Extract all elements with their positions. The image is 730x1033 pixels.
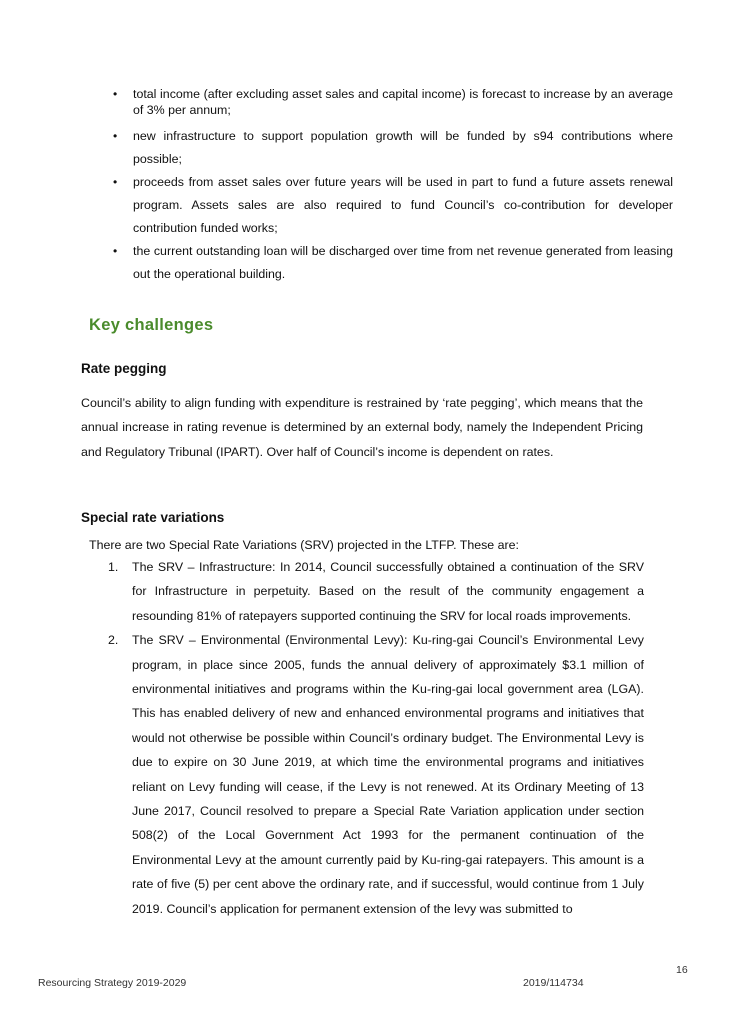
bullet-text: total income (after excluding asset sales and capital income) is forecast to increase by an average of 3% per annum; xyxy=(133,87,673,117)
numbered-item xyxy=(108,555,644,628)
item-text: The SRV – Infrastructure: In 2014, Council successfully obtained a continuation of the SRV for Infrastructure in perpetuity. Based on the result of the community engagement a resounding 81% of ratepayers supported continuing the SRV for local roads improvements. xyxy=(132,560,644,623)
bullet-marker: • xyxy=(113,129,118,143)
subheading-rate-pegging: Rate pegging xyxy=(81,361,167,376)
bullet-marker: • xyxy=(113,87,118,101)
assumptions-bullet-list xyxy=(113,86,673,286)
item-text: The SRV – Environmental (Environmental Levy): Ku-ring-gai Council’s Environmental Levy program, in place since 2005, funds the annual delivery of approximately $3.1 million of environmental initiatives and programs within the Ku-ring-gai local government area (LGA). This has enabled delivery of new and enhanced environmental programs and initiatives that would not otherwise be possible within Council’s ordinary budget. The Environmental Levy is due to expire on 30 June 2019, at which time the environmental programs and initiatives reliant on Levy funding will cease, if the Levy is not renewed. At its Ordinary Meeting of 13 June 2017, Council resolved to prepare a Special Rate Variation application under section 508(2) of the Local Government Act 1993 for the permanent continuation of the Environmental Levy at the amount currently paid by Ku-ring-gai ratepayers. This amount is a rate of five (5) per cent above the ordinary rate, and if successful, would continue from 1 July 2019. Council’s application for permanent extension of the levy was submitted to xyxy=(132,633,644,916)
item-number: 2. xyxy=(108,633,119,648)
bullet-text: new infrastructure to support population growth will be funded by s94 contributions where possible; xyxy=(133,129,673,166)
subheading-special-rate-variations: Special rate variations xyxy=(81,510,225,525)
footer-reference-number: 2019/114734 xyxy=(523,977,584,989)
srv-numbered-list xyxy=(108,555,644,921)
bullet-text: the current outstanding loan will be discharged over time from net revenue generated from leasing out the operational building. xyxy=(133,244,673,281)
bullet-item xyxy=(113,86,673,118)
numbered-item xyxy=(108,628,644,921)
page-number: 16 xyxy=(676,964,688,976)
bullet-text: proceeds from asset sales over future years will be used in part to fund a future assets renewal program. Assets sales are also required to fund Council’s co-contribution for developer contribution funded works; xyxy=(133,175,673,235)
footer-document-title: Resourcing Strategy 2019-2029 xyxy=(38,977,187,989)
srv-intro-paragraph: There are two Special Rate Variations (SRV) projected in the LTFP. These are: xyxy=(89,538,519,552)
item-number: 1. xyxy=(108,560,119,574)
section-heading-key-challenges: Key challenges xyxy=(89,316,214,334)
rate-pegging-paragraph: Council’s ability to align funding with expenditure is restrained by ‘rate pegging’, which means that the annual increase in rating revenue is determined by an external body, namely the Independent Pricing and Regulatory Tribunal (IPART). Over half of Council’s income is dependent on rates. xyxy=(81,396,643,459)
bullet-item xyxy=(113,125,673,171)
bullet-marker: • xyxy=(113,175,118,189)
bullet-marker: • xyxy=(113,244,118,258)
bullet-item xyxy=(113,171,673,240)
bullet-item xyxy=(113,240,673,286)
